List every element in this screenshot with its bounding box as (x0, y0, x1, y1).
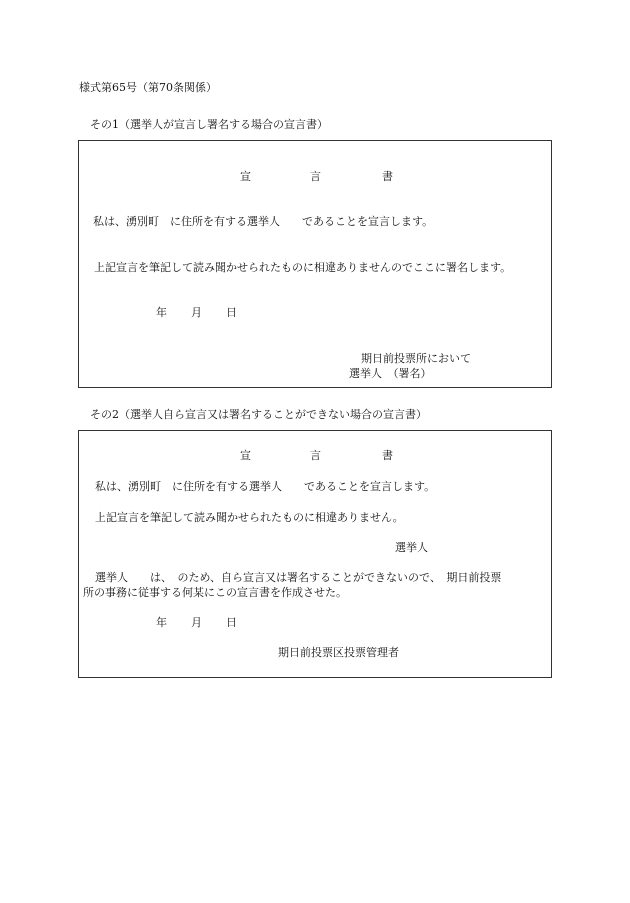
form2-reason-line-2: 所の事務に従事する何某にこの宣言書を作成させた。 (83, 586, 347, 599)
form1-declaration-text: 私は、湧別町 に住所を有する選挙人 であることを宣言します。 (93, 215, 434, 228)
form1-date-day: 日 (226, 306, 237, 319)
declaration-form-1 (78, 140, 552, 388)
form1-title-char-2: 言 (310, 170, 321, 183)
form2-confirmation-text: 上記宣言を筆記して読み聞かせられたものに相違ありません。 (95, 511, 404, 524)
form2-declaration-text: 私は、湧別町 に住所を有する選挙人 であることを宣言します。 (95, 480, 436, 493)
form2-date-month: 月 (191, 616, 202, 629)
form2-date-year: 年 (156, 616, 167, 629)
form2-manager-text: 期日前投票区投票管理者 (278, 646, 399, 659)
form2-title-char-2: 言 (310, 449, 321, 462)
declaration-form-2 (78, 430, 552, 678)
section2-heading: その2（選挙人自ら宣言又は署名することができない場合の宣言書） (90, 408, 427, 421)
form-number: 様式第65号（第70条関係） (79, 81, 217, 94)
form1-title-char-3: 書 (382, 170, 393, 183)
form1-confirmation-text: 上記宣言を筆記して読み聞かせられたものに相違ありませんのでここに署名します。 (94, 261, 512, 274)
form2-date-day: 日 (226, 616, 237, 629)
section1-heading: その1（選挙人が宣言し署名する場合の宣言書） (90, 118, 328, 131)
form1-date-month: 月 (191, 306, 202, 319)
form1-place-text: 期日前投票所において (361, 352, 471, 365)
form2-reason-line-1: 選挙人 は、 のため、自ら宣言又は署名することができないので、 期日前投票 (95, 571, 502, 584)
form1-title-char-1: 宣 (240, 170, 251, 183)
form1-date-year: 年 (156, 306, 167, 319)
form2-title-char-3: 書 (382, 449, 393, 462)
form1-signature-line: 選挙人 （署名） (349, 367, 432, 380)
form2-voter-label: 選挙人 (395, 541, 428, 554)
form2-title-char-1: 宣 (240, 449, 251, 462)
